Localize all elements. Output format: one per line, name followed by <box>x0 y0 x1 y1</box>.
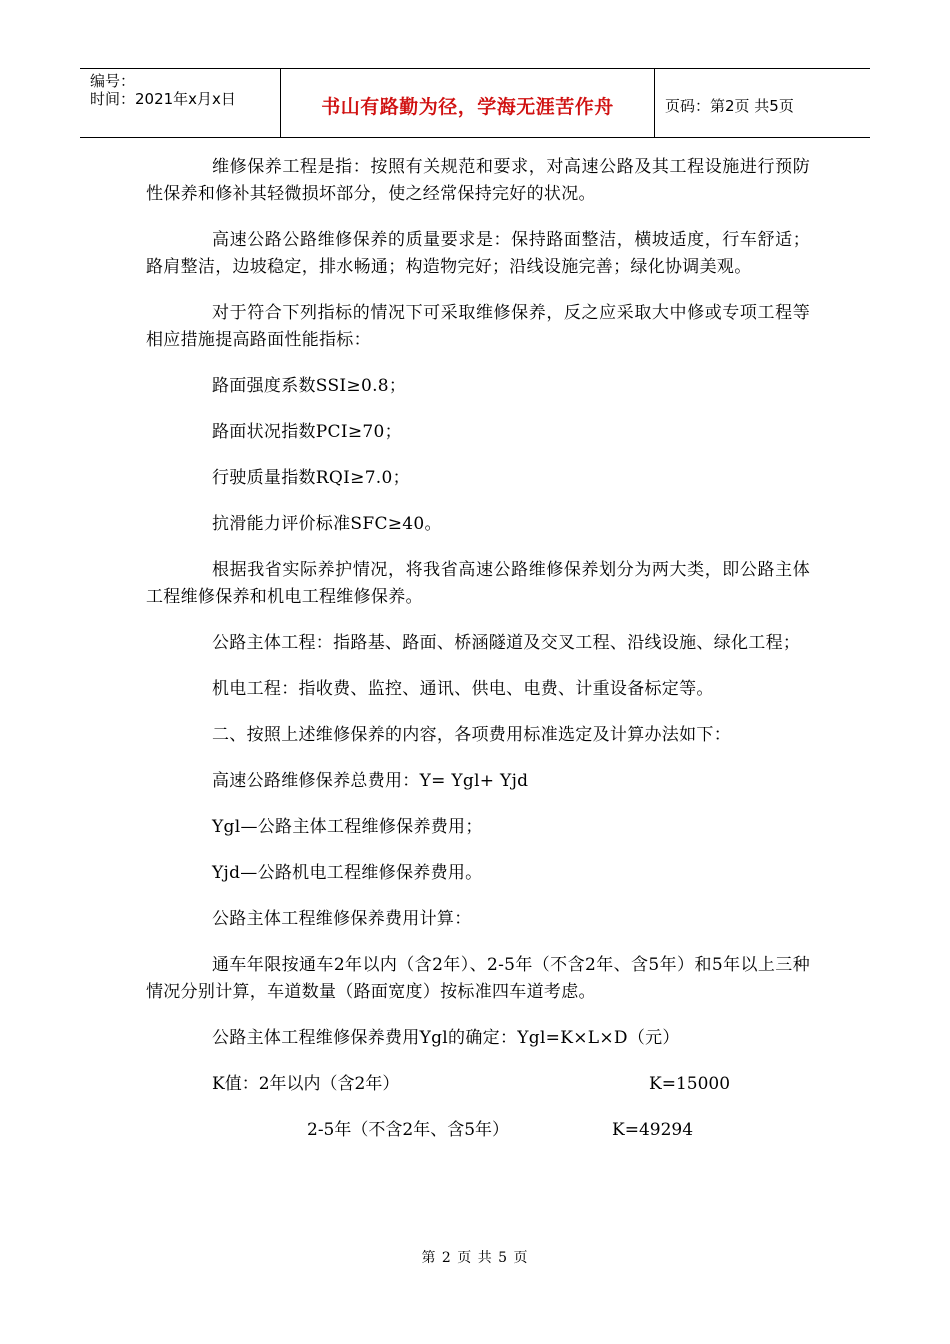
header-motto-cell <box>281 69 655 137</box>
formula-total-cost: 高速公路维修保养总费用：Y= Ygl+ Yjd <box>212 771 529 791</box>
criterion-rqi: 行驶质量指数RQI≥7.0； <box>212 468 410 488</box>
page-header <box>80 68 870 138</box>
document-number-label: 编号： <box>90 72 136 90</box>
k-value-row-1 <box>146 1071 810 1098</box>
paragraph-quality-requirements: 高速公路公路维修保养的质量要求是：保持路面整洁，横坡适度，行车舒适；路肩整洁，边坡稳定，排水畅通；构造物完好；沿线设施完善；绿化协调美观。 <box>146 230 810 277</box>
k-row-value: K=49294 <box>612 1120 694 1140</box>
page-footer: 第 2 页 共 5 页 <box>421 1250 529 1266</box>
paragraph-criteria-intro: 对于符合下列指标的情况下可采取维修保养，反之应采取大中修或专项工程等相应措施提高路面性能指标： <box>146 303 810 350</box>
header-meta <box>80 69 281 137</box>
heading-main-works-cost: 公路主体工程维修保养费用计算： <box>212 909 472 929</box>
criterion-sfc: 抗滑能力评价标准SFC≥40。 <box>212 514 442 534</box>
definition-yjd: Yjd—公路机电工程维修保养费用。 <box>212 863 483 883</box>
paragraph-electromechanical: 机电工程：指收费、监控、通讯、供电、电费、计重设备标定等。 <box>212 679 714 699</box>
k-value-row-2 <box>146 1117 810 1144</box>
criterion-pci: 路面状况指数PCI≥70； <box>212 422 402 442</box>
paragraph-main-works: 公路主体工程：指路基、路面、桥涵隧道及交叉工程、沿线设施、绿化工程； <box>212 633 801 653</box>
header-page-info <box>655 69 870 137</box>
criterion-ssi: 路面强度系数SSI≥0.8； <box>212 376 407 396</box>
paragraph-definition: 维修保养工程是指：按照有关规范和要求，对高速公路及其工程设施进行预防性保养和修补其轻微损坏部分，使之经常保持完好的状况。 <box>146 157 810 204</box>
k-row-label: 2-5年（不含2年、含5年） <box>307 1120 510 1140</box>
paragraph-classification: 根据我省实际养护情况，将我省高速公路维修保养划分为两大类，即公路主体工程维修保养和机电工程维修保养。 <box>146 560 810 607</box>
motto-text: 书山有路勤为径，学海无涯苦作舟 <box>321 95 614 118</box>
paragraph-service-years: 通车年限按通车2年以内（含2年）、2-5年（不含2年、含5年）和5年以上三种情况分别计算，车道数量（路面宽度）按标准四车道考虑。 <box>146 955 810 1002</box>
document-time-label: 时间：2021年x月x日 <box>90 90 236 108</box>
formula-ygl: 公路主体工程维修保养费用Ygl的确定：Ygl=K×L×D（元） <box>212 1028 680 1048</box>
k-row-value: K=15000 <box>649 1074 731 1094</box>
definition-ygl: Ygl—公路主体工程维修保养费用； <box>212 817 483 837</box>
section-heading-cost-calculation: 二、按照上述维修保养的内容，各项费用标准选定及计算办法如下： <box>212 725 731 745</box>
page-info-text: 页码：第2页 共5页 <box>665 96 794 115</box>
k-row-label: K值：2年以内（含2年） <box>212 1074 400 1094</box>
document-body <box>146 154 810 1163</box>
